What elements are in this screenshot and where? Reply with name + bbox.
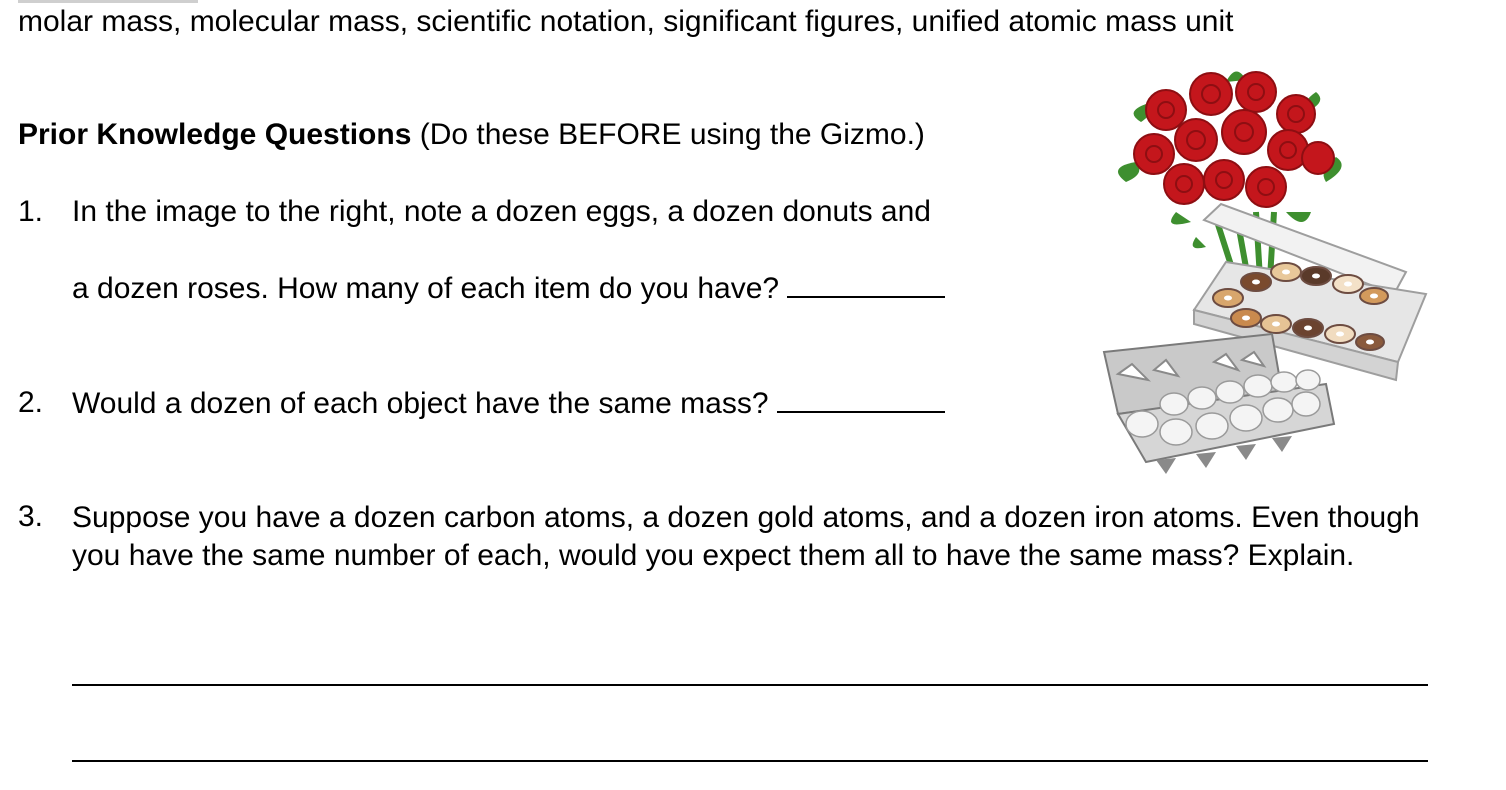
vocabulary-list: molar mass, molecular mass, scientific notation, significant figures, unified atomic mass unit bbox=[18, 5, 1234, 38]
heading-title: Prior Knowledge Questions bbox=[18, 118, 412, 151]
question-1-line-2 bbox=[72, 270, 945, 307]
egg-carton-icon bbox=[1104, 334, 1334, 474]
cropped-previous-line bbox=[18, 0, 198, 3]
answer-line-2[interactable] bbox=[72, 760, 1428, 762]
question-2-line bbox=[72, 385, 945, 422]
question-1-answer-blank[interactable] bbox=[787, 270, 945, 298]
heading-note: (Do these BEFORE using the Gizmo.) bbox=[411, 118, 925, 151]
roses-donuts-eggs-illustration bbox=[1096, 62, 1436, 482]
question-1-prompt: a dozen roses. How many of each item do you have? bbox=[72, 272, 780, 305]
question-1-line-1: In the image to the right, note a dozen eggs, a dozen donuts and bbox=[72, 195, 931, 228]
question-2-number: 2. bbox=[18, 386, 44, 419]
question-2-answer-blank[interactable] bbox=[777, 385, 945, 413]
prior-knowledge-heading bbox=[18, 117, 925, 153]
question-2-prompt: Would a dozen of each object have the same mass? bbox=[72, 387, 769, 420]
rose-blooms-icon bbox=[1134, 72, 1334, 207]
answer-line-1[interactable] bbox=[72, 684, 1428, 686]
question-1-number: 1. bbox=[18, 195, 44, 228]
question-3-number: 3. bbox=[18, 500, 44, 533]
question-3-text: Suppose you have a dozen carbon atoms, a dozen gold atoms, and a dozen iron atoms. Even though you have the same number of each, would you expect them all to have the same mass? Explain. bbox=[72, 501, 1420, 572]
